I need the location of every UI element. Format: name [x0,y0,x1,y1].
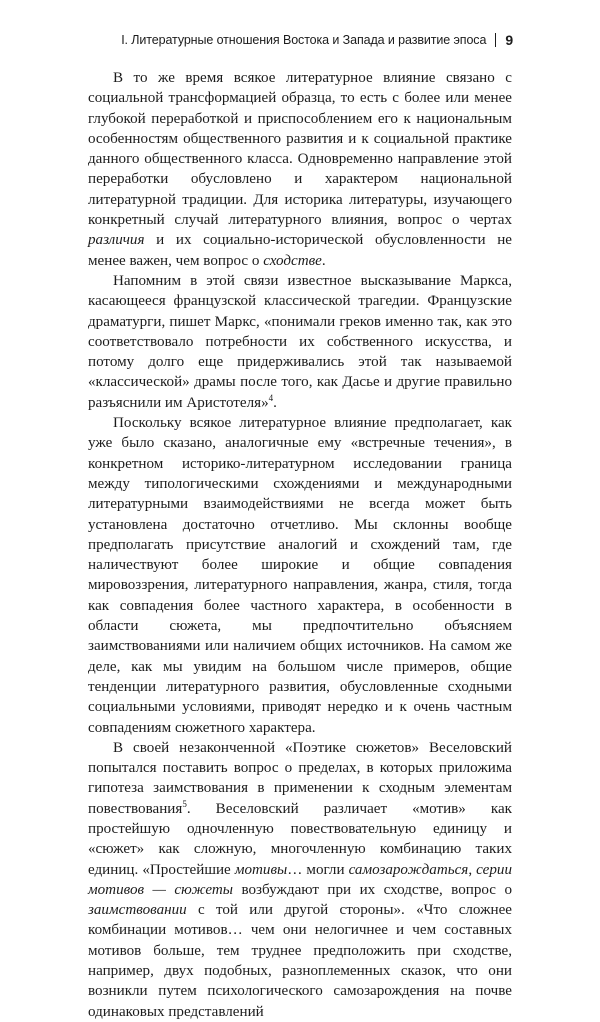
text-run: … могли [287,861,349,878]
italic-text: заимствовании [88,902,187,919]
paragraph [88,738,512,1022]
paragraph [88,68,512,271]
running-header [121,32,513,48]
text-run: с той или другой стороны». «Что сложнее комбинации мотивов… чем они нелогичнее и чем составных мотивов больше, тем труднее предположить при сходстве, например, двух подобных, разноплеменных сказок, что они возникли путем психологического самозарождения на почве одинаковых представлений [88,902,512,1020]
text-run: , [468,861,477,878]
italic-text: мотивы [234,861,288,878]
text-run: возбуждают при их сходстве, вопрос о [233,881,512,898]
paragraph [88,271,512,413]
italic-text: сходстве [263,252,322,269]
footnote-ref: 5 [182,798,187,809]
page-number: 9 [505,32,513,48]
text-run: и их социально-исторической обусловленности не менее важен, чем вопрос о [88,232,512,269]
paragraph [88,413,512,738]
header-divider [495,33,496,47]
text-run: . [321,252,326,269]
chapter-title: I. Литературные отношения Востока и Запада и развитие эпоса [121,33,487,47]
italic-text: самозарождаться [348,861,469,878]
text-run: В своей незаконченной «Поэтике сюжетов» Веселовский попытался поставить вопрос о пределах, в которых приложима гипотеза заимствования в применении к сходным элементам повествования [88,739,512,817]
text-run: Поскольку всякое литературное влияние предполагает, как уже было сказано, аналогичные ему «встречные течения», в конкретном историко-литературном исследовании граница между типологическими схождениями и международными литературными взаимодействиями не всегда может быть установлена достаточно отчетливо. Мы склонны вообще предполагать присутствие аналогий и схождений там, где наличествуют более широкие и общие совпадения мировоззрения, литературного направления, жанра, стиля, тогда как совпадения более частного характера, в особенности в области сюжета, мы предпочтительно объясняем заимствованиями или наличием общих источников. На самом же деле, как мы увидим на большом числе примеров, общие тенденции литературного развития, обусловленные сходными социальными условиями, приводят нередко и к очень частным совпадениям сюжетного характера. [88,415,512,736]
text-run: В то же время всякое литературное влияние связано с социальной трансформацией образца, то есть с более или менее глубокой переработкой и приспособлением его к национальным особенностям общественного развития и к социальной практике данного общественного класса. Одновременно направление этой переработки обусловлено и характером национальной литературной традиции. Для историка литературы, изучающего конкретный случай литературного влияния, вопрос о чертах [88,70,512,229]
italic-text: серии мотивов — сюжеты [88,861,513,898]
footnote-ref: 4 [268,392,274,403]
text-run: Напомним в этой связи известное высказывание Маркса, касающееся французской классической трагедии. Французские драматурги, пишет Маркс, «понимали греков именно так, как это соответствовало потребности их собственного искусства, и потому долго еще придерживались этой так называемой «классической» драмы после того, как Дасье и другие правильно разъяснили им Аристотеля» [88,272,512,411]
italic-text: различия [88,232,145,249]
text-run: . [273,394,277,411]
body-text [88,68,512,1022]
text-run: . Веселовский различает «мотив» как простейшую одночленную повествовательную единицу и «сюжет» как сложную, многочленную комбинацию таких единиц. «Простейшие [88,800,512,878]
